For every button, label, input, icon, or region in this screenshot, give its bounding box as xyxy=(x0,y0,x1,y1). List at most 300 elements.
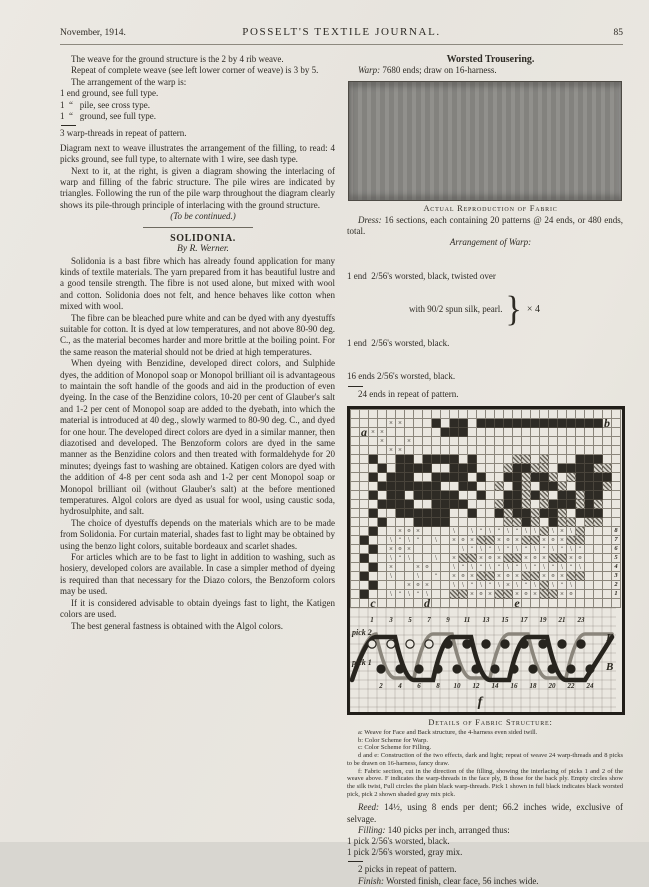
grid-cell xyxy=(549,464,558,473)
grid-cell xyxy=(351,527,360,536)
grid-cell xyxy=(459,455,468,464)
grid-cell: • xyxy=(567,563,576,572)
grid-cell xyxy=(549,554,558,563)
grid-cell xyxy=(450,437,459,446)
grid-cell: • xyxy=(558,545,567,554)
grid-cell xyxy=(603,581,612,590)
grid-cell xyxy=(540,419,549,428)
left-column xyxy=(60,54,335,887)
grid-cell: • xyxy=(396,590,405,599)
grid-cell xyxy=(378,482,387,491)
filling-spec xyxy=(347,825,623,836)
even-thread-number: 18 xyxy=(529,681,537,690)
grid-cell xyxy=(423,518,432,527)
grid-cell xyxy=(531,455,540,464)
grid-cell xyxy=(495,437,504,446)
grid-cell xyxy=(423,527,432,536)
grid-cell: × xyxy=(414,527,423,536)
grid-cell xyxy=(369,563,378,572)
grid-cell xyxy=(351,491,360,500)
even-thread-number: 2 xyxy=(379,681,383,690)
repeat-multiplier: × 4 xyxy=(526,304,540,316)
silk-twist-circle xyxy=(387,640,395,648)
note-b: b: Color Scheme for Warp. xyxy=(358,736,428,744)
grid-cell xyxy=(504,590,513,599)
grid-cell xyxy=(522,446,531,455)
grid-cell: × xyxy=(396,419,405,428)
grid-cell xyxy=(441,527,450,536)
grid-cell xyxy=(468,428,477,437)
grid-cell xyxy=(414,473,423,482)
dress-value: 16 sections, each containing 20 patterns @ 24 ends, or 480 ends, total. xyxy=(347,214,623,236)
grid-cell xyxy=(414,419,423,428)
grid-cell xyxy=(360,590,369,599)
grid-cell xyxy=(396,509,405,518)
grid-cell xyxy=(504,419,513,428)
grid-cell xyxy=(522,428,531,437)
grid-cell xyxy=(441,536,450,545)
grid-cell xyxy=(540,473,549,482)
grid-cell xyxy=(387,428,396,437)
grid-cell: d xyxy=(424,595,430,610)
grid-cell xyxy=(585,473,594,482)
paragraph: Solidonia is a bast fibre which has already found application for many kinds of textile materials. The yarn prepared from it has beautiful lustre and a good tensile strength. The fibre is not used alone, but mixed with wool and cotton. Solidonia does not felt, and hence behaves like cotton when mixed with wool. xyxy=(60,255,335,312)
fabric-photo xyxy=(348,81,622,201)
grid-cell xyxy=(423,455,432,464)
grid-cell xyxy=(576,572,585,581)
grid-cell: o xyxy=(459,572,468,581)
grid-cell xyxy=(486,599,495,608)
grid-cell xyxy=(351,437,360,446)
grid-cell xyxy=(432,590,441,599)
grid-cell: b xyxy=(604,415,610,430)
grid-cell xyxy=(549,419,558,428)
grid-cell xyxy=(594,410,603,419)
grid-cell xyxy=(459,491,468,500)
grid-cell xyxy=(594,419,603,428)
grid-cell xyxy=(459,428,468,437)
grid-cell xyxy=(360,527,369,536)
grid-cell xyxy=(540,599,549,608)
filling-label: Filling: xyxy=(358,824,386,835)
grid-cell xyxy=(450,491,459,500)
grid-cell xyxy=(567,473,576,482)
grid-cell xyxy=(414,464,423,473)
grid-cell xyxy=(414,500,423,509)
grid-cell xyxy=(549,482,558,491)
grid-cell xyxy=(486,473,495,482)
grid-cell xyxy=(378,536,387,545)
grid-cell: \ xyxy=(549,527,558,536)
grid-cell: \ xyxy=(468,527,477,536)
grid-cell xyxy=(612,482,621,491)
grid-cell: \ xyxy=(387,572,396,581)
grid-cell xyxy=(414,437,423,446)
grid-cell xyxy=(549,437,558,446)
grid-cell xyxy=(432,410,441,419)
arrangement-line: 16 ends 2/56's worsted, black. xyxy=(347,371,456,382)
grid-cell xyxy=(594,581,603,590)
grid-cell xyxy=(450,428,459,437)
paragraph: The choice of dyestuffs depends on the materials which are to be made from Solidonia. For curtain material, shades fast to light may be obtained by using the benzo light colors, suitable bordeaux and scarlet shades. xyxy=(60,517,335,551)
paragraph: Diagram next to weave illustrates the arrangement of the filling, to read: 4 picks ground, see full type, to alternate with 1 wire, see dash type. xyxy=(60,142,335,165)
grid-cell xyxy=(468,437,477,446)
grid-cell xyxy=(567,518,576,527)
grid-cell xyxy=(351,545,360,554)
grid-cell xyxy=(549,455,558,464)
black-warp-circle xyxy=(434,665,442,673)
grid-cell xyxy=(414,491,423,500)
grid-cell: \ xyxy=(486,527,495,536)
grid-cell xyxy=(513,410,522,419)
even-thread-number: 16 xyxy=(510,681,518,690)
grid-cell xyxy=(369,518,378,527)
grid-cell: o xyxy=(567,590,576,599)
grid-cell: × xyxy=(396,527,405,536)
grid-cell xyxy=(423,509,432,518)
grid-cell xyxy=(360,554,369,563)
grid-cell xyxy=(369,500,378,509)
grid-cell xyxy=(495,491,504,500)
grid-cell xyxy=(585,527,594,536)
grid-cell xyxy=(585,446,594,455)
grid-cell: \ xyxy=(459,545,468,554)
grid-cell xyxy=(531,482,540,491)
grid-cell xyxy=(504,509,513,518)
paragraph: The weave for the ground structure is the 2 by 4 rib weave. xyxy=(71,54,284,64)
grid-cell xyxy=(531,446,540,455)
grid-cell xyxy=(351,509,360,518)
grid-cell xyxy=(585,455,594,464)
grid-cell xyxy=(495,410,504,419)
grid-cell xyxy=(351,590,360,599)
grid-cell xyxy=(486,536,495,545)
grid-cell xyxy=(504,473,513,482)
grid-cell: \ xyxy=(540,563,549,572)
grid-cell: × xyxy=(405,581,414,590)
grid-cell xyxy=(477,536,486,545)
black-warp-circle xyxy=(396,665,404,673)
grid-cell xyxy=(594,545,603,554)
grid-cell xyxy=(486,428,495,437)
grid-cell xyxy=(423,446,432,455)
grid-cell xyxy=(576,599,585,608)
grid-cell xyxy=(567,491,576,500)
reed-label: Reed: xyxy=(358,802,379,813)
grid-cell xyxy=(387,509,396,518)
grid-cell xyxy=(360,455,369,464)
grid-cell: 8 xyxy=(612,527,621,536)
grid-cell xyxy=(513,500,522,509)
grid-cell xyxy=(477,464,486,473)
paragraph: The best general fastness is obtained with the Algol colors. xyxy=(71,620,283,631)
grid-cell: × xyxy=(387,446,396,455)
grid-cell xyxy=(387,500,396,509)
grid-cell xyxy=(468,410,477,419)
grid-cell xyxy=(423,554,432,563)
grid-cell: × xyxy=(387,419,396,428)
grid-cell: o xyxy=(423,563,432,572)
grid-cell xyxy=(405,599,414,608)
grid-cell xyxy=(603,464,612,473)
grid-cell xyxy=(360,473,369,482)
grid-cell: o xyxy=(504,572,513,581)
grid-cell xyxy=(396,428,405,437)
grid-cell xyxy=(351,518,360,527)
grid-cell xyxy=(396,572,405,581)
grid-cell: • xyxy=(522,581,531,590)
grid-cell xyxy=(378,446,387,455)
grid-cell xyxy=(522,509,531,518)
grid-cell: \ xyxy=(405,536,414,545)
grid-cell xyxy=(585,419,594,428)
pick2-label: pick 2 xyxy=(352,627,372,637)
grid-cell xyxy=(369,437,378,446)
grid-cell xyxy=(351,500,360,509)
grid-cell xyxy=(369,572,378,581)
grid-cell xyxy=(441,572,450,581)
grid-cell: o xyxy=(531,554,540,563)
grid-cell: × xyxy=(540,572,549,581)
grid-cell xyxy=(522,410,531,419)
grid-cell xyxy=(414,410,423,419)
black-warp-circle xyxy=(586,665,594,673)
grid-cell xyxy=(594,473,603,482)
black-warp-circle xyxy=(548,665,556,673)
grid-cell: × xyxy=(387,545,396,554)
grid-cell: × xyxy=(567,554,576,563)
grid-cell xyxy=(360,446,369,455)
grid-cell: 5 xyxy=(612,554,621,563)
grid-cell xyxy=(513,446,522,455)
grid-cell xyxy=(477,410,486,419)
grid-cell xyxy=(396,500,405,509)
grid-cell xyxy=(585,554,594,563)
grid-cell xyxy=(594,590,603,599)
grid-cell xyxy=(495,500,504,509)
grid-cell xyxy=(594,509,603,518)
grid-cell xyxy=(567,410,576,419)
grid-cell: • xyxy=(549,563,558,572)
grid-cell xyxy=(378,572,387,581)
grid-cell xyxy=(594,563,603,572)
grid-cell xyxy=(567,599,576,608)
grid-cell xyxy=(522,455,531,464)
grid-cell xyxy=(387,581,396,590)
grid-cell xyxy=(594,464,603,473)
grid-cell xyxy=(540,581,549,590)
grid-cell xyxy=(378,581,387,590)
grid-cell: \ xyxy=(405,590,414,599)
black-warp-circle xyxy=(577,640,585,648)
reed-value: 14½, using 8 ends per dent; 66.2 inches wide, exclusive of selvage. xyxy=(347,802,624,824)
odd-thread-number: 21 xyxy=(558,615,566,624)
even-thread-number: 14 xyxy=(491,681,499,690)
grid-cell: o xyxy=(504,536,513,545)
grid-cell xyxy=(360,572,369,581)
grid-cell: o xyxy=(549,572,558,581)
grid-cell xyxy=(378,554,387,563)
grid-cell xyxy=(405,491,414,500)
grid-cell xyxy=(540,590,549,599)
grid-cell xyxy=(612,509,621,518)
grid-cell xyxy=(558,464,567,473)
grid-cell xyxy=(495,590,504,599)
grid-cell: × xyxy=(405,437,414,446)
grid-cell xyxy=(594,491,603,500)
grid-cell xyxy=(477,500,486,509)
grid-cell: • xyxy=(576,545,585,554)
grid-cell: × xyxy=(540,554,549,563)
grid-cell xyxy=(405,446,414,455)
warp-arrangement-block xyxy=(347,248,623,371)
grid-cell xyxy=(576,518,585,527)
grid-cell xyxy=(585,518,594,527)
grid-cell: \ xyxy=(531,545,540,554)
grid-cell xyxy=(459,500,468,509)
grid-cell: × xyxy=(450,536,459,545)
odd-thread-number: 3 xyxy=(389,615,393,624)
dress-spec xyxy=(347,215,623,237)
grid-cell: \ xyxy=(504,527,513,536)
grid-cell xyxy=(522,437,531,446)
grid-cell xyxy=(378,491,387,500)
even-thread-number: 6 xyxy=(417,681,421,690)
grid-cell xyxy=(513,437,522,446)
grid-cell xyxy=(558,410,567,419)
black-warp-circle xyxy=(463,640,471,648)
grid-cell xyxy=(585,572,594,581)
grid-cell xyxy=(405,509,414,518)
grid-cell xyxy=(540,509,549,518)
odd-thread-number: 19 xyxy=(539,615,547,624)
silk-twist-circle xyxy=(368,640,376,648)
grid-cell xyxy=(450,545,459,554)
grid-cell xyxy=(576,581,585,590)
grid-cell xyxy=(432,473,441,482)
grid-cell xyxy=(378,500,387,509)
grid-cell xyxy=(468,518,477,527)
sum-rule xyxy=(348,386,363,387)
grid-cell xyxy=(540,455,549,464)
black-warp-circle xyxy=(482,640,490,648)
grid-cell: × xyxy=(468,572,477,581)
grid-cell xyxy=(414,428,423,437)
sum-rule xyxy=(61,125,76,126)
grid-cell xyxy=(441,599,450,608)
grid-cell: \ xyxy=(477,545,486,554)
grid-cell xyxy=(441,518,450,527)
grid-cell xyxy=(414,455,423,464)
grid-cell xyxy=(504,500,513,509)
grid-cell: • xyxy=(486,545,495,554)
black-warp-circle xyxy=(520,640,528,648)
grid-cell xyxy=(432,455,441,464)
grid-cell xyxy=(396,491,405,500)
grid-cell xyxy=(531,599,540,608)
grid-cell xyxy=(486,500,495,509)
grid-cell xyxy=(369,545,378,554)
grid-cell xyxy=(531,518,540,527)
grid-cell xyxy=(405,473,414,482)
grid-cell xyxy=(603,563,612,572)
grid-cell xyxy=(558,554,567,563)
grid-cell xyxy=(432,545,441,554)
grid-cell xyxy=(441,554,450,563)
grid-cell xyxy=(441,482,450,491)
grid-cell xyxy=(423,482,432,491)
warp-arrangement-lines xyxy=(347,248,503,371)
grid-cell xyxy=(423,428,432,437)
brace-glyph: } xyxy=(505,289,522,329)
grid-cell xyxy=(540,446,549,455)
grid-cell xyxy=(432,518,441,527)
grid-cell xyxy=(531,572,540,581)
grid-cell xyxy=(531,500,540,509)
grid-cell xyxy=(486,491,495,500)
grid-cell xyxy=(576,527,585,536)
grid-cell xyxy=(486,455,495,464)
grid-cell xyxy=(558,446,567,455)
grid-cell xyxy=(477,599,486,608)
grid-cell xyxy=(504,518,513,527)
grid-cell xyxy=(504,599,513,608)
grid-cell: \ xyxy=(450,563,459,572)
grid-cell xyxy=(531,410,540,419)
grid-cell xyxy=(360,581,369,590)
grid-cell: × xyxy=(540,536,549,545)
grid-cell xyxy=(423,419,432,428)
grid-cell xyxy=(369,554,378,563)
grid-cell xyxy=(468,509,477,518)
grid-cell xyxy=(549,410,558,419)
grid-cell xyxy=(585,581,594,590)
weave-diagram-grid xyxy=(350,409,622,608)
grid-cell xyxy=(558,509,567,518)
grid-cell xyxy=(567,464,576,473)
even-thread-number: 8 xyxy=(436,681,440,690)
black-warp-circle xyxy=(453,665,461,673)
grid-cell: × xyxy=(522,554,531,563)
grid-cell xyxy=(513,464,522,473)
grid-cell xyxy=(441,455,450,464)
grid-cell xyxy=(432,446,441,455)
grid-cell xyxy=(405,464,414,473)
grid-cell xyxy=(414,599,423,608)
grid-cell: × xyxy=(477,554,486,563)
grid-cell xyxy=(468,464,477,473)
grid-cell xyxy=(441,446,450,455)
grid-cell: \ xyxy=(432,554,441,563)
grid-cell xyxy=(540,464,549,473)
grid-cell xyxy=(441,428,450,437)
grid-cell xyxy=(513,491,522,500)
warp-spec xyxy=(347,65,623,76)
grid-cell xyxy=(468,482,477,491)
grid-cell xyxy=(378,473,387,482)
reed-spec xyxy=(347,802,623,824)
grid-cell: • xyxy=(504,545,513,554)
grid-cell xyxy=(603,437,612,446)
odd-thread-number: 7 xyxy=(427,615,431,624)
grid-cell xyxy=(432,419,441,428)
grid-cell: o xyxy=(459,536,468,545)
grid-cell xyxy=(567,455,576,464)
grid-cell xyxy=(477,491,486,500)
grid-cell xyxy=(495,419,504,428)
grid-cell xyxy=(576,410,585,419)
details-caption: Details of Fabric Structure: xyxy=(428,717,553,727)
